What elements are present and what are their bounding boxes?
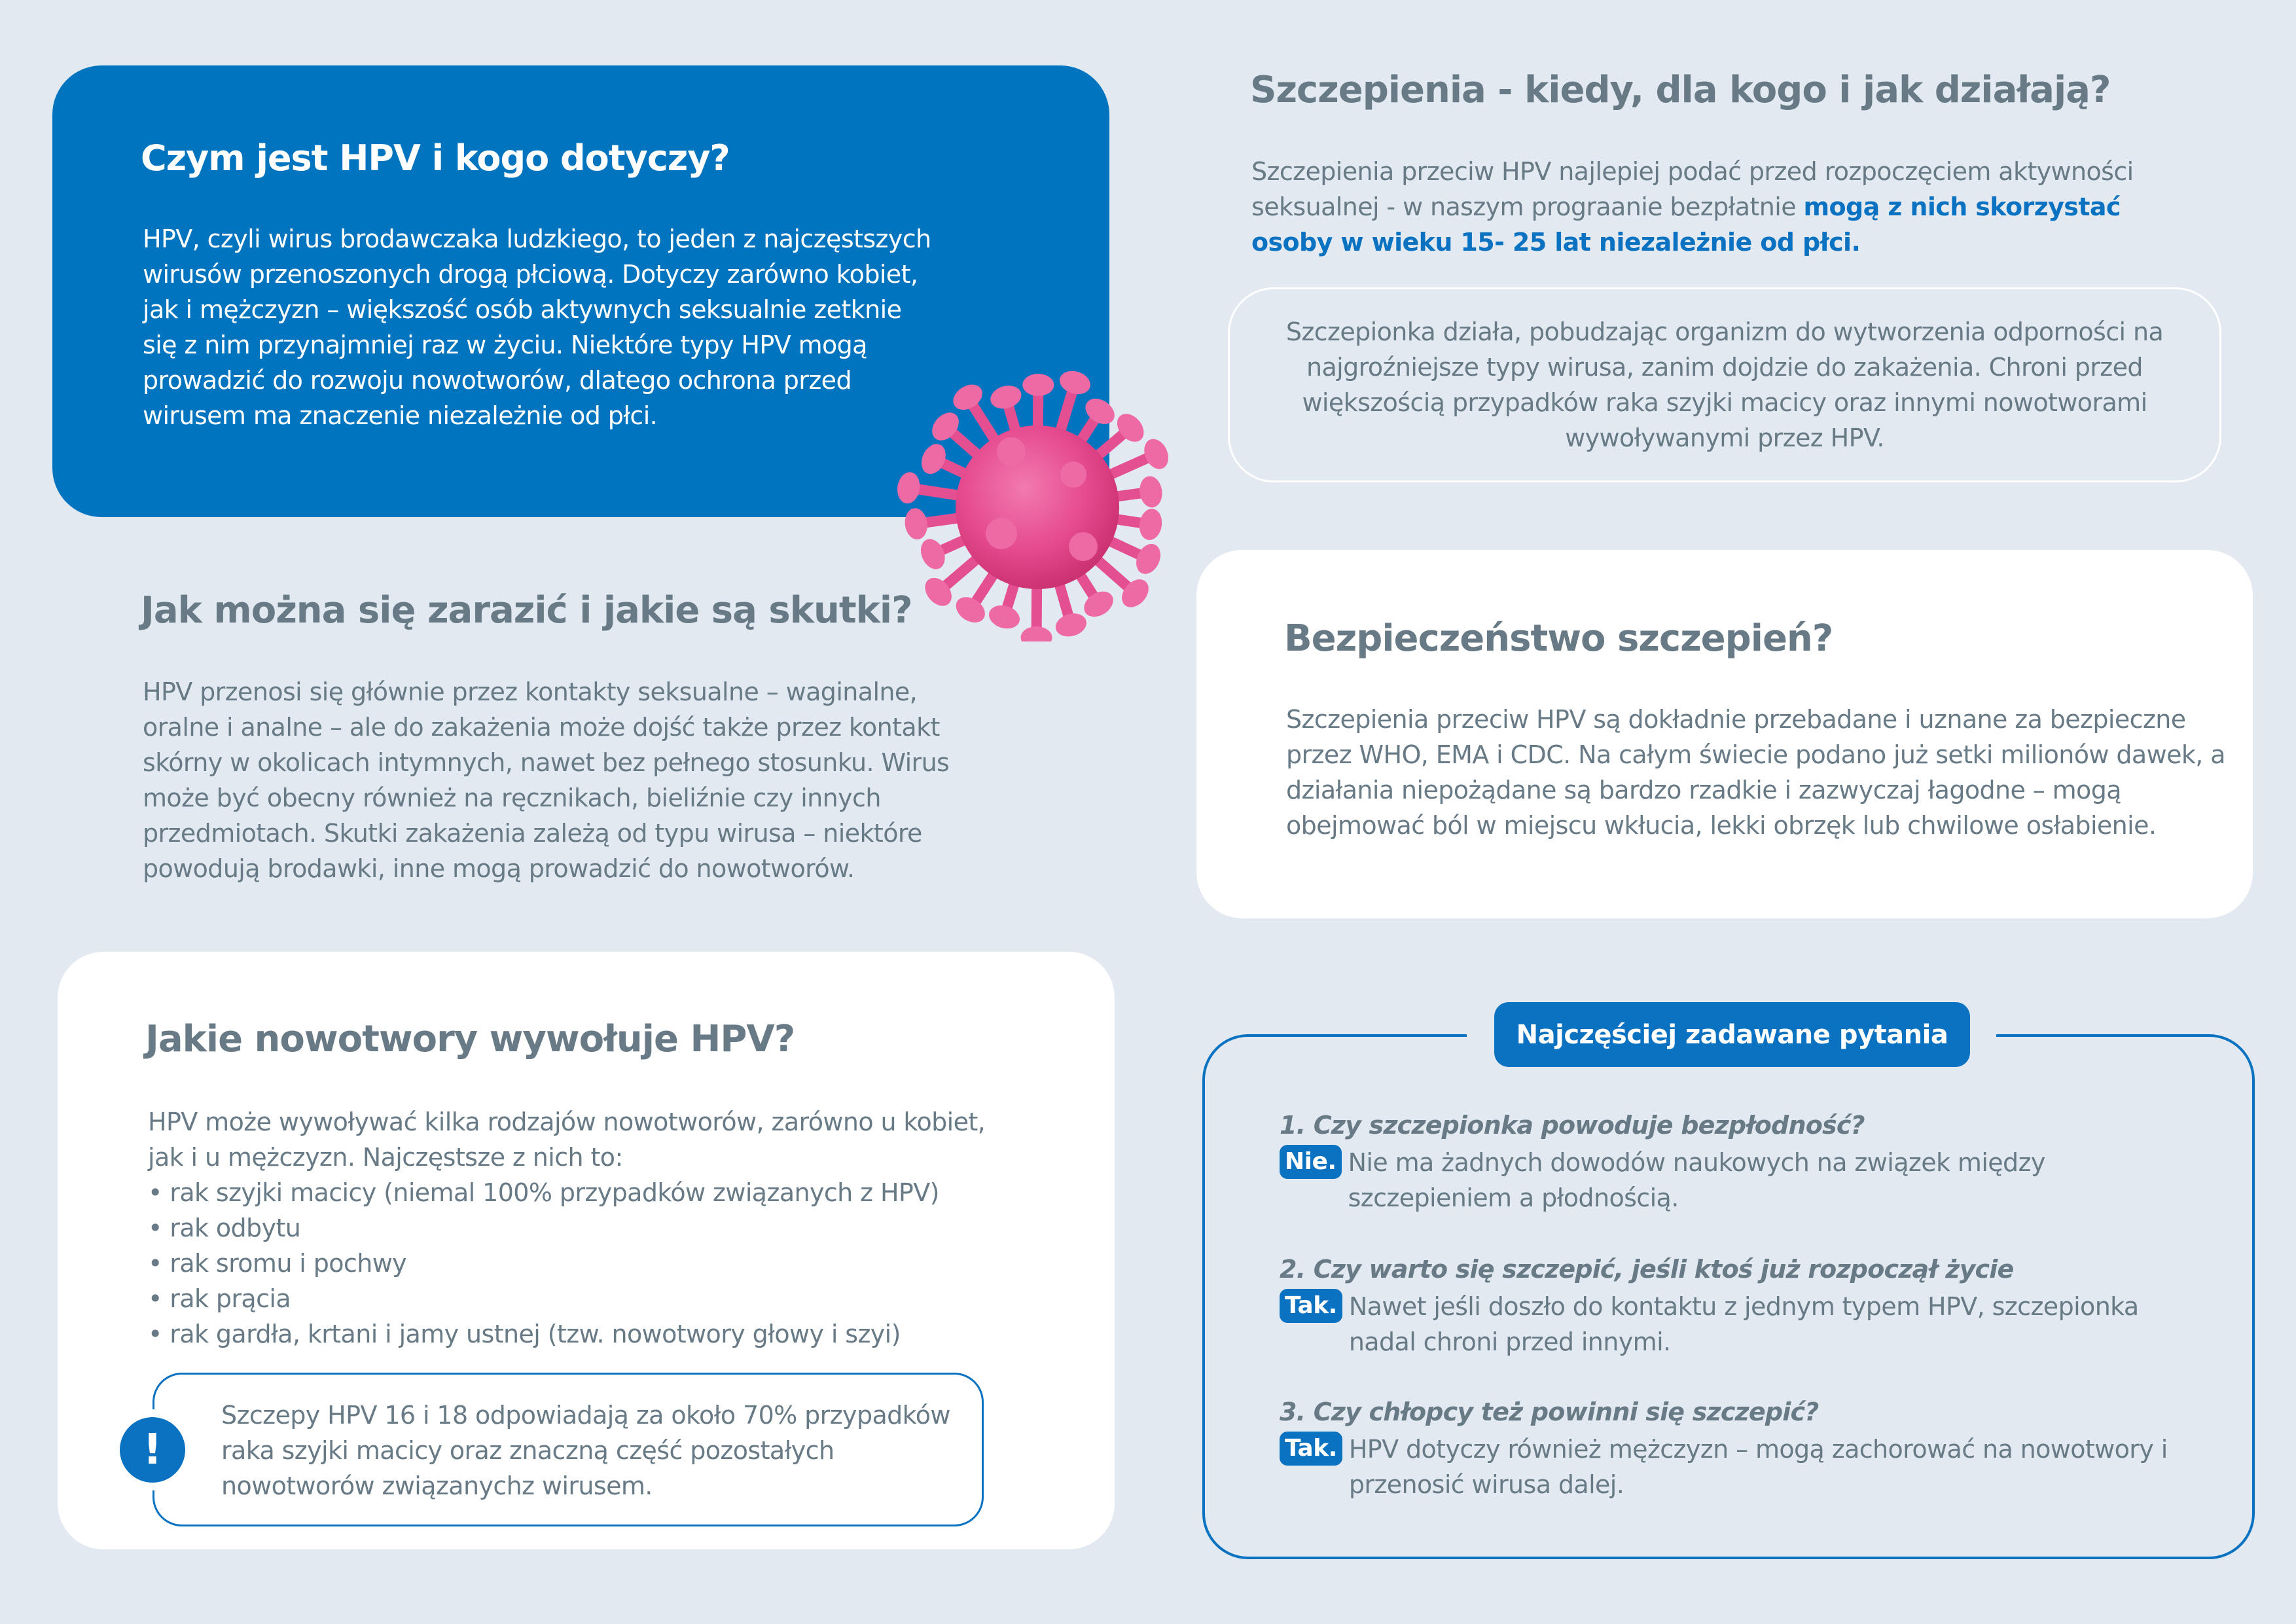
vaccine-mechanism-box	[1228, 287, 2221, 482]
virus-spike-knob	[903, 507, 929, 541]
faq-answer-tag: Nie.	[1280, 1145, 1342, 1179]
cancers-title: Jakie nowotwory wywołuje HPV?	[145, 1018, 795, 1060]
stat-callout-text: Szczepy HPV 16 i 18 odpowiadają za około 70% przypadków raka szyjki macicy oraz znaczną część pozostałych nowotworów związanychz wirusem.	[221, 1401, 950, 1500]
transmission-body: HPV przenosi się głównie przez kontakty seksualne – waginalne, oralne i analne – ale do zakażenia może dojść także przez kontakt skórny w okolicach intymnych, nawet bez pełnego stosunku. Wirus może być obecny również na ręcznikach, bieliźnie czy innych przedmiotach. Skutki zakażenia zależą od typu wirusa – niektóre powodują brodawki, inne mogą prowadzić do nowotworów.	[143, 677, 950, 883]
faq-answer-tag: Tak.	[1280, 1432, 1342, 1466]
vaccine-mechanism-text: Szczepionka działa, pobudzając organizm do wytworzenia odporności na najgroźniejsze typy wirusa, zanim dojdzie do zakażenia. Chroni przed większością przypadków raka szyjki macicy oraz innymi nowotworami wywoływanymi przez HPV.	[1285, 317, 2164, 452]
vaccination-body	[1251, 154, 2181, 260]
faq-item	[1280, 1255, 2209, 1360]
faq-question: 1. Czy szczepionka powoduje bezpłodność?	[1280, 1111, 1865, 1140]
cancer-item: • rak szyjki macicy (niemal 100% przypadków związanych z HPV)	[148, 1175, 1064, 1210]
vaccination-body-text: Szczepienia przeciw HPV najlepiej podać przed rozpoczęciem aktywności seksualnej - w naszym prograanie bezpłatnie	[1251, 157, 2134, 221]
hpv-intro-title: Czym jest HPV i kogo dotyczy?	[141, 137, 730, 179]
virus-spike-knob	[988, 382, 1024, 412]
virus-spike-knob	[916, 535, 950, 573]
vaccination-highlight: mogą z nich skorzystać osoby w wieku 15- 25 lat niezależnie od płci.	[1251, 192, 2121, 257]
virus-illustration	[897, 367, 1178, 641]
virus-icon	[897, 367, 1178, 641]
faq-answer-row	[1280, 1145, 2209, 1216]
faq-answer: HPV dotyczy również mężczyzn – mogą zachorować na nowotwory i przenosić wirusa dalej.	[1348, 1435, 2168, 1499]
faq-answer-row	[1280, 1289, 2209, 1360]
virus-spike-knob	[1138, 475, 1164, 509]
virus-spike-knob	[1020, 626, 1052, 641]
faq-answer-row	[1280, 1432, 2222, 1502]
cancers-list	[148, 1175, 1064, 1352]
cancer-item: • rak prącia	[148, 1281, 1064, 1316]
virus-spike-knob	[1138, 507, 1164, 542]
virus-spike-knob	[1053, 610, 1089, 640]
hpv-intro-body: HPV, czyli wirus brodawczaka ludzkiego, to jeden z najczęstszych wirusów przenoszonych drogą płciową. Dotyczy zarówno kobiet, jak i mężczyzn – większość osób aktywnych seksualnie zetknie się z nim przynajmniej raz w życiu. Niektóre typy HPV mogą prowadzić do rozwoju nowotworów, dlatego ochrona przed wirusem ma znaczenie niezależnie od płci.	[143, 225, 931, 430]
faq-answer: Nawet jeśli doszło do kontaktu z jednym typem HPV, szczepionka nadal chroni przed innymi.	[1348, 1292, 2139, 1356]
transmission-title: Jak można się zarazić i jakie są skutki?	[141, 589, 912, 632]
virus-spike-knob	[897, 471, 922, 505]
faq-answer-tag: Tak.	[1280, 1289, 1342, 1323]
safety-body: Szczepienia przeciw HPV są dokładnie przebadane i uznane za bezpieczne przez WHO, EMA i CDC. Na całym świecie podano już setki milionów dawek, a działania niepożądane są bardzo rzadkie i zazwyczaj łagodne – mogą obejmować ból w miejscu wkłucia, lekki obrzęk lub chwilowe osłabienie.	[1286, 705, 2225, 840]
cancer-item: • rak sromu i pochwy	[148, 1246, 1064, 1281]
exclamation-icon: !	[120, 1417, 185, 1483]
virus-spike-knob	[986, 602, 1023, 632]
cancer-item: • rak gardła, krtani i jamy ustnej (tzw. nowotwory głowy i szyi)	[148, 1316, 1064, 1352]
cancer-item: • rak odbytu	[148, 1210, 1064, 1246]
vaccination-title: Szczepienia - kiedy, dla kogo i jak działają?	[1250, 69, 2111, 111]
virus-spike-knob	[1057, 367, 1094, 397]
faq-title-badge: Najczęściej zadawane pytania	[1494, 1002, 1970, 1067]
cancers-intro: HPV może wywoływać kilka rodzajów nowotworów, zarówno u kobiet, jak i u mężczyzn. Najczęstsze z nich to:	[148, 1108, 986, 1172]
stat-callout	[152, 1373, 984, 1526]
safety-title: Bezpieczeństwo szczepień?	[1284, 617, 1833, 660]
faq-item	[1280, 1111, 2209, 1216]
faq-answer: Nie ma żadnych dowodów naukowych na związek między szczepieniem a płodnością.	[1348, 1148, 2045, 1212]
virus-spike-knob	[1022, 374, 1054, 396]
faq-question: 2. Czy warto się szczepić, jeśli ktoś już rozpoczął życie	[1280, 1255, 2014, 1284]
virus-spike-knob	[1139, 435, 1173, 473]
faq-item	[1280, 1398, 2222, 1502]
faq-question: 3. Czy chłopcy też powinni się szczepić?	[1280, 1398, 1819, 1426]
